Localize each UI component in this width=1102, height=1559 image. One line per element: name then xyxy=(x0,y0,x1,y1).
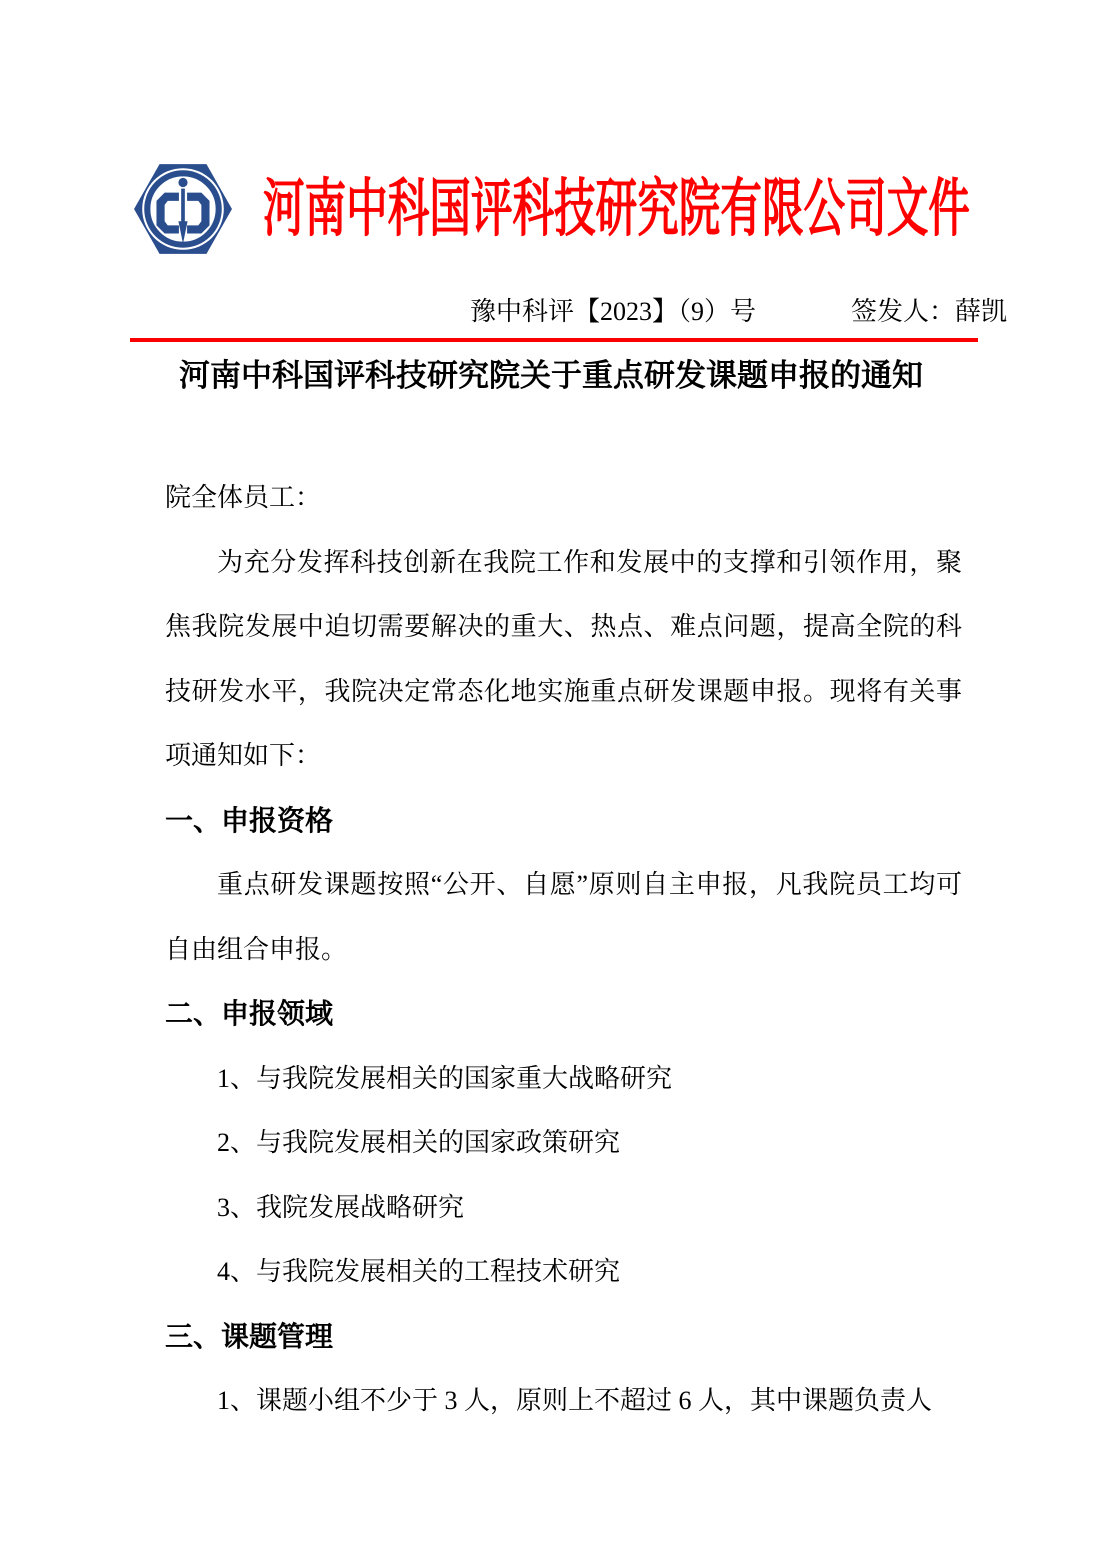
document-body xyxy=(165,466,962,1434)
institute-emblem-icon xyxy=(132,157,234,261)
body-paragraph: 1、与我院发展相关的国家重大战略研究 xyxy=(217,1063,673,1093)
body-paragraph: 院全体员工： xyxy=(165,483,322,512)
body-paragraph: 3、我院发展战略研究 xyxy=(217,1192,465,1222)
section-heading: 一、申报资格 xyxy=(165,804,334,836)
body-paragraph: 4、与我院发展相关的工程技术研究 xyxy=(217,1257,621,1286)
body-paragraph: 为充分发挥科技创新在我院工作和发展中的支撑和引领作用，聚焦我院发展中迫切需要解决的重大、热点、难点问题，提高全院的科技研发水平，我院决定常态化地实施重点研发课题申报。现将有关事项通知如下： xyxy=(165,547,962,770)
section-heading: 二、申报领域 xyxy=(165,998,334,1029)
document-title: 河南中科国评科技研究院关于重点研发课题申报的通知 xyxy=(179,358,923,393)
issuer-label: 签发人：薛凯 xyxy=(851,297,1008,326)
doc-number: 豫中科评【2023】（9）号 xyxy=(470,297,757,326)
body-paragraph: 2、与我院发展相关的国家政策研究 xyxy=(217,1128,621,1157)
section-heading: 三、课题管理 xyxy=(165,1320,334,1352)
body-paragraph: 重点研发课题按照“公开、自愿”原则自主申报，凡我院员工均可自由组合申报。 xyxy=(165,870,962,964)
body-paragraph: 1、课题小组不少于 3 人，原则上不超过 6 人，其中课题负责人 xyxy=(217,1386,933,1415)
red-divider xyxy=(130,338,978,342)
org-title: 河南中科国评科技研究院有限公司文件 xyxy=(263,174,970,244)
